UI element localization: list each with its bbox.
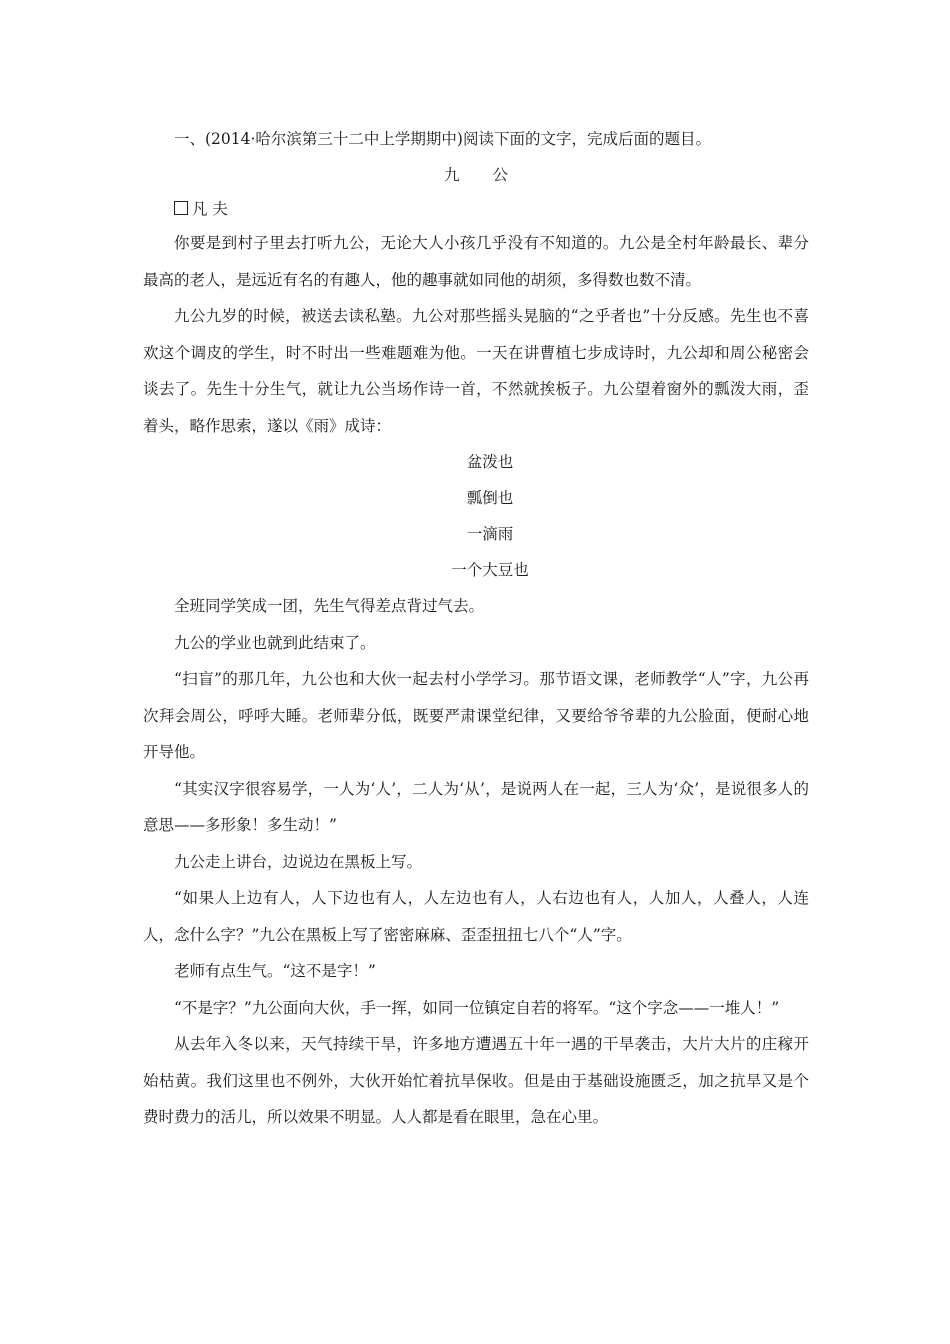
story-title: 九 公 — [444, 166, 522, 184]
paragraph: “其实汉字很容易学，一人为‘人’，二人为‘从’，是说两人在一起，三人为‘众’，是说很多人的意思——多形象！多生动！” — [143, 779, 809, 834]
paragraph: 全班同学笑成一团，先生气得差点背过气去。 — [174, 597, 485, 615]
paragraph: 九公的学业也就到此结束了。 — [174, 633, 376, 652]
paragraph: “如果人上边有人，人下边也有人，人左边也有人，人右边也有人，人加人，人叠人，人连人，念什么字？”九公在黑板上写了密密麻麻、歪歪扭扭七八个“人”字。 — [143, 889, 809, 944]
author-name: 凡 夫 — [192, 200, 228, 218]
paragraph: “扫盲”的那几年，九公也和大伙一起去村小学学习。那节语文课，老师教学“人”字，九公再次拜会周公，呼呼大睡。老师辈分低，既要严肃课堂纪律，又要给爷爷辈的九公脸面，便耐心地开导他。 — [143, 670, 809, 761]
paragraph: 老师有点生气。“这不是字！” — [174, 962, 376, 980]
paragraph: “不是字？”九公面向大伙，手一挥，如同一位镇定自若的将军。“这个字念——一堆人！” — [174, 998, 780, 1017]
question-heading: 一、(2014·哈尔滨第三十二中上学期期中)阅读下面的文字，完成后面的题目。 — [174, 130, 711, 148]
square-box-icon — [174, 201, 188, 215]
poem-line: 瓢倒也 — [466, 489, 514, 507]
paragraph: 九公走上讲台，边说边在黑板上写。 — [174, 852, 423, 871]
poem-line: 一滴雨 — [466, 525, 514, 543]
poem-line: 一个大豆也 — [451, 561, 529, 579]
poem — [143, 444, 809, 588]
document-body — [143, 121, 809, 1136]
poem-line: 盆泼也 — [466, 453, 514, 471]
paragraph: 从去年入冬以来，天气持续干旱，许多地方遭遇五十年一遇的干旱袭击，大片大片的庄稼开始枯黄。我们这里也不例外，大伙开始忙着抗旱保收。但是由于基础设施匮乏，加之抗旱又是个费时费力的活儿，所以效果不明显。人人都是看在眼里，急在心里。 — [143, 1035, 809, 1126]
paragraph: 九公九岁的时候，被送去读私塾。九公对那些摇头晃脑的“之乎者也”十分反感。先生也不喜欢这个调皮的学生，时不时出一些难题难为他。一天在讲曹植七步成诗时，九公却和周公秘密会谈去了。先生十分生气，就让九公当场作诗一首，不然就挨板子。九公望着窗外的瓢泼大雨，歪着头，略作思索，遂以《雨》成诗： — [143, 307, 809, 435]
author-line — [143, 193, 809, 225]
paragraph: 你要是到村子里去打听九公，无论大人小孩几乎没有不知道的。九公是全村年龄最长、辈分最高的老人，是远近有名的有趣人，他的趣事就如同他的胡须，多得数也数不清。 — [143, 234, 809, 289]
